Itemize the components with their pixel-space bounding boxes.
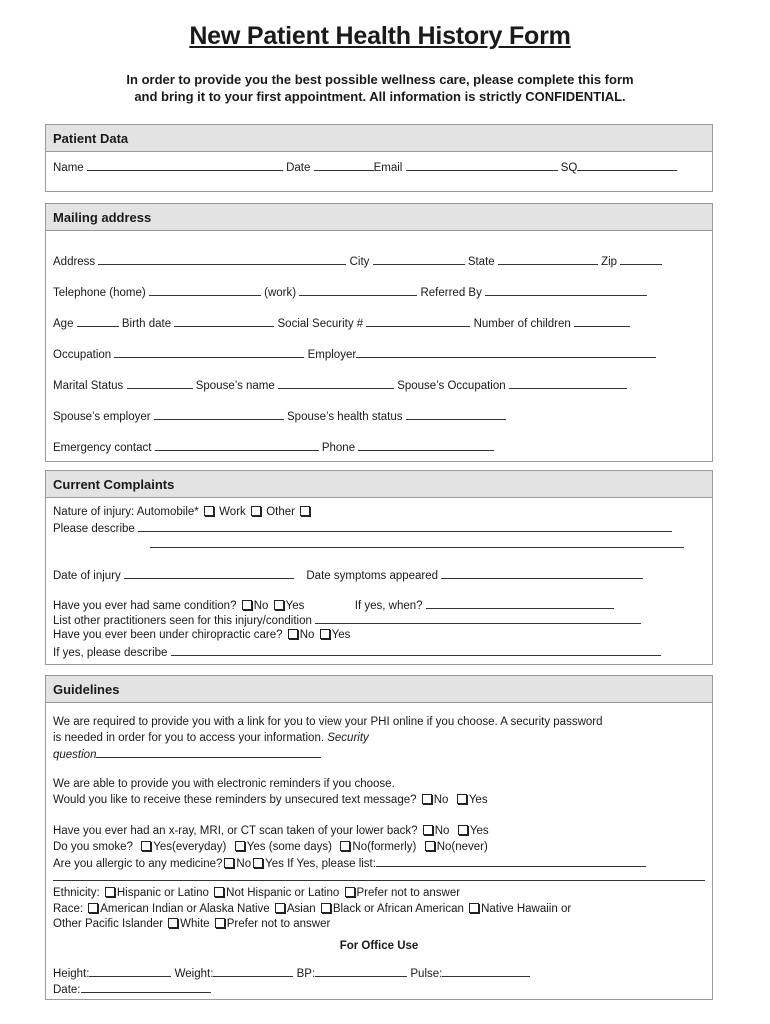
smoke-some-label: Yes (some days): [246, 841, 333, 853]
birth-field[interactable]: [174, 315, 274, 327]
occupation-label: Occupation: [53, 349, 112, 361]
intro-line-2: and bring it to your first appointment. All information is strictly CONFIDENTIAL.: [134, 89, 626, 104]
spouse-name-field[interactable]: [278, 377, 394, 389]
date-symptoms-field[interactable]: [441, 567, 643, 579]
children-field[interactable]: [574, 315, 630, 327]
other-label: Other: [266, 506, 295, 518]
smoke-formerly-checkbox[interactable]: [340, 841, 350, 851]
hawaiian-checkbox[interactable]: [469, 903, 479, 913]
spouse-name-label: Spouse’s name: [195, 380, 275, 392]
describe-field[interactable]: [138, 520, 672, 532]
phi-text-2: is needed in order for you to access your information.: [53, 732, 325, 744]
if-yes-when-field[interactable]: [426, 597, 614, 609]
prefer-label: Prefer not to answer: [226, 918, 331, 930]
allergic-label: Are you allergic to any medicine?: [53, 858, 223, 870]
tel-home-field[interactable]: [149, 284, 261, 296]
date-injury-field[interactable]: [124, 567, 294, 579]
marital-field[interactable]: [127, 377, 193, 389]
xray-text: Have you ever had an x-ray, MRI, or CT scan taken of your lower back?: [53, 825, 418, 837]
hispanic-label: Hispanic or Latino: [116, 887, 209, 899]
emergency-field[interactable]: [155, 439, 319, 451]
describe-field-2[interactable]: [150, 536, 684, 548]
emergency-label: Emergency contact: [53, 442, 152, 454]
not-hispanic-checkbox[interactable]: [214, 887, 224, 897]
spouse-employer-label: Spouse’s employer: [53, 411, 151, 423]
state-label: State: [467, 256, 495, 268]
tel-work-label: (work): [264, 287, 297, 299]
spouse-occupation-field[interactable]: [509, 377, 627, 389]
pulse-field[interactable]: [442, 965, 530, 977]
yes-label: Yes: [265, 858, 284, 870]
age-field[interactable]: [77, 315, 119, 327]
tel-work-field[interactable]: [299, 284, 417, 296]
practitioners-label: List other practitioners seen for this injury/condition: [53, 615, 312, 627]
pacific-label: Other Pacific Islander: [53, 918, 163, 930]
asian-label: Asian: [286, 903, 316, 915]
ssn-field[interactable]: [366, 315, 470, 327]
height-label: Height:: [53, 968, 90, 980]
chiro-yes-checkbox[interactable]: [320, 629, 330, 639]
spouse-employer-field[interactable]: [154, 408, 284, 420]
tel-home-label: Telephone (home): [53, 287, 146, 299]
date-injury-label: Date of injury: [53, 570, 121, 582]
yes-label: Yes: [285, 600, 305, 612]
children-label: Number of children: [473, 318, 571, 330]
office-date-field[interactable]: [81, 981, 211, 993]
ethnicity-label: Ethnicity:: [53, 887, 100, 899]
yes-label: Yes: [331, 629, 351, 641]
page-title: New Patient Health History Form: [189, 22, 571, 50]
chiro-no-checkbox[interactable]: [288, 629, 298, 639]
practitioners-field[interactable]: [315, 612, 641, 624]
describe-label: Please describe: [53, 523, 135, 535]
office-date-label: Date:: [53, 984, 81, 996]
marital-label: Marital Status: [53, 380, 124, 392]
sq-field[interactable]: [577, 159, 677, 171]
reminders-no-checkbox[interactable]: [422, 794, 432, 804]
employer-label: Employer: [307, 349, 357, 361]
spouse-health-label: Spouse’s health status: [287, 411, 403, 423]
address-field[interactable]: [98, 253, 346, 265]
section-header: Current Complaints: [46, 471, 712, 498]
native-american-label: American Indian or Alaska Native: [100, 903, 270, 915]
same-condition-no-checkbox[interactable]: [242, 600, 252, 610]
bp-field[interactable]: [315, 965, 407, 977]
bp-label: BP:: [296, 968, 316, 980]
referred-field[interactable]: [485, 284, 647, 296]
employer-field[interactable]: [356, 346, 656, 358]
section-header: Patient Data: [46, 125, 712, 152]
current-complaints-section: [45, 470, 713, 665]
same-condition-label: Have you ever had same condition?: [53, 600, 237, 612]
white-label: White: [180, 918, 210, 930]
zip-label: Zip: [601, 256, 618, 268]
no-label: No: [253, 600, 269, 612]
reminders-text-2: Would you like to receive these reminders by unsecured text message?: [53, 794, 417, 806]
smoke-everyday-checkbox[interactable]: [141, 841, 151, 851]
occupation-field[interactable]: [114, 346, 304, 358]
if-yes-describe-label: If yes, please describe: [53, 647, 168, 659]
ssn-label: Social Security #: [277, 318, 364, 330]
work-label: Work: [219, 506, 246, 518]
date-label: Date: [286, 162, 311, 174]
email-label: Email: [373, 162, 403, 174]
height-field[interactable]: [89, 965, 171, 977]
no-label: No: [236, 858, 252, 870]
work-checkbox[interactable]: [251, 506, 261, 516]
phone-field[interactable]: [358, 439, 494, 451]
city-label: City: [349, 256, 370, 268]
spouse-occupation-label: Spouse’s Occupation: [397, 380, 506, 392]
xray-no-checkbox[interactable]: [423, 825, 433, 835]
smoke-never-checkbox[interactable]: [425, 841, 435, 851]
weight-label: Weight:: [174, 968, 214, 980]
white-checkbox[interactable]: [168, 918, 178, 928]
smoke-some-checkbox[interactable]: [235, 841, 245, 851]
name-label: Name: [53, 162, 84, 174]
phi-text-1: We are required to provide you with a link for you to view your PHI online if you choose. A security password: [53, 716, 603, 728]
chiro-label: Have you ever been under chiropractic care?: [53, 629, 283, 641]
not-hispanic-label: Not Hispanic or Latino: [226, 887, 340, 899]
security-label: Security: [327, 732, 369, 744]
hispanic-checkbox[interactable]: [105, 887, 115, 897]
smoke-never-label: No(never): [436, 841, 488, 853]
address-label: Address: [53, 256, 96, 268]
smoke-formerly-label: No(formerly): [352, 841, 417, 853]
if-yes-when-label: If yes, when?: [354, 600, 423, 612]
section-header: Guidelines: [46, 676, 712, 703]
hawaiian-label: Native Hawaiin or: [481, 903, 572, 915]
office-use-heading: For Office Use: [339, 940, 419, 952]
smoke-label: Do you smoke?: [53, 841, 133, 853]
section-header: Mailing address: [46, 204, 712, 231]
state-field[interactable]: [498, 253, 598, 265]
reminders-text-1: We are able to provide you with electronic reminders if you choose.: [53, 778, 395, 790]
city-field[interactable]: [373, 253, 465, 265]
intro-line-1: In order to provide you the best possible wellness care, please complete this form: [126, 72, 634, 87]
smoke-everyday-label: Yes(everyday): [153, 841, 227, 853]
birth-label: Birth date: [121, 318, 172, 330]
sq-label: SQ: [560, 162, 578, 174]
yes-label: Yes: [469, 825, 489, 837]
allergy-list-field-2[interactable]: [53, 869, 705, 881]
no-label: No: [434, 825, 450, 837]
intro-text: [0, 71, 760, 105]
asian-checkbox[interactable]: [275, 903, 285, 913]
patient-data-section: [45, 124, 713, 192]
allergic-yes-checkbox[interactable]: [253, 858, 263, 868]
zip-field[interactable]: [620, 253, 662, 265]
black-checkbox[interactable]: [321, 903, 331, 913]
race-prefer-checkbox[interactable]: [215, 918, 225, 928]
if-yes-list-label: If Yes, please list:: [287, 858, 376, 870]
referred-label: Referred By: [420, 287, 482, 299]
ethnicity-prefer-checkbox[interactable]: [345, 887, 355, 897]
no-label: No: [299, 629, 315, 641]
race-label: Race:: [53, 903, 84, 915]
question-label: question: [53, 749, 97, 761]
name-field[interactable]: [87, 159, 283, 171]
other-checkbox[interactable]: [300, 506, 310, 516]
black-label: Black or African American: [332, 903, 464, 915]
nature-label: Nature of injury: Automobile*: [53, 506, 199, 518]
age-label: Age: [53, 318, 74, 330]
spouse-health-field[interactable]: [406, 408, 506, 420]
yes-label: Yes: [468, 794, 488, 806]
email-field[interactable]: [406, 159, 558, 171]
pulse-label: Pulse:: [410, 968, 443, 980]
date-symptoms-label: Date symptoms appeared: [306, 570, 439, 582]
date-field[interactable]: [314, 159, 374, 171]
automobile-checkbox[interactable]: [204, 506, 214, 516]
reminders-yes-checkbox[interactable]: [457, 794, 467, 804]
native-american-checkbox[interactable]: [88, 903, 98, 913]
no-label: No: [433, 794, 449, 806]
phone-label: Phone: [321, 442, 356, 454]
allergic-no-checkbox[interactable]: [224, 858, 234, 868]
guidelines-section: [45, 675, 713, 1000]
if-yes-describe-field[interactable]: [171, 644, 661, 656]
same-condition-yes-checkbox[interactable]: [274, 600, 284, 610]
xray-yes-checkbox[interactable]: [458, 825, 468, 835]
allergy-list-field[interactable]: [376, 855, 646, 867]
weight-field[interactable]: [213, 965, 293, 977]
mailing-address-section: [45, 203, 713, 462]
security-question-field[interactable]: [96, 746, 321, 758]
prefer-label: Prefer not to answer: [356, 887, 461, 899]
